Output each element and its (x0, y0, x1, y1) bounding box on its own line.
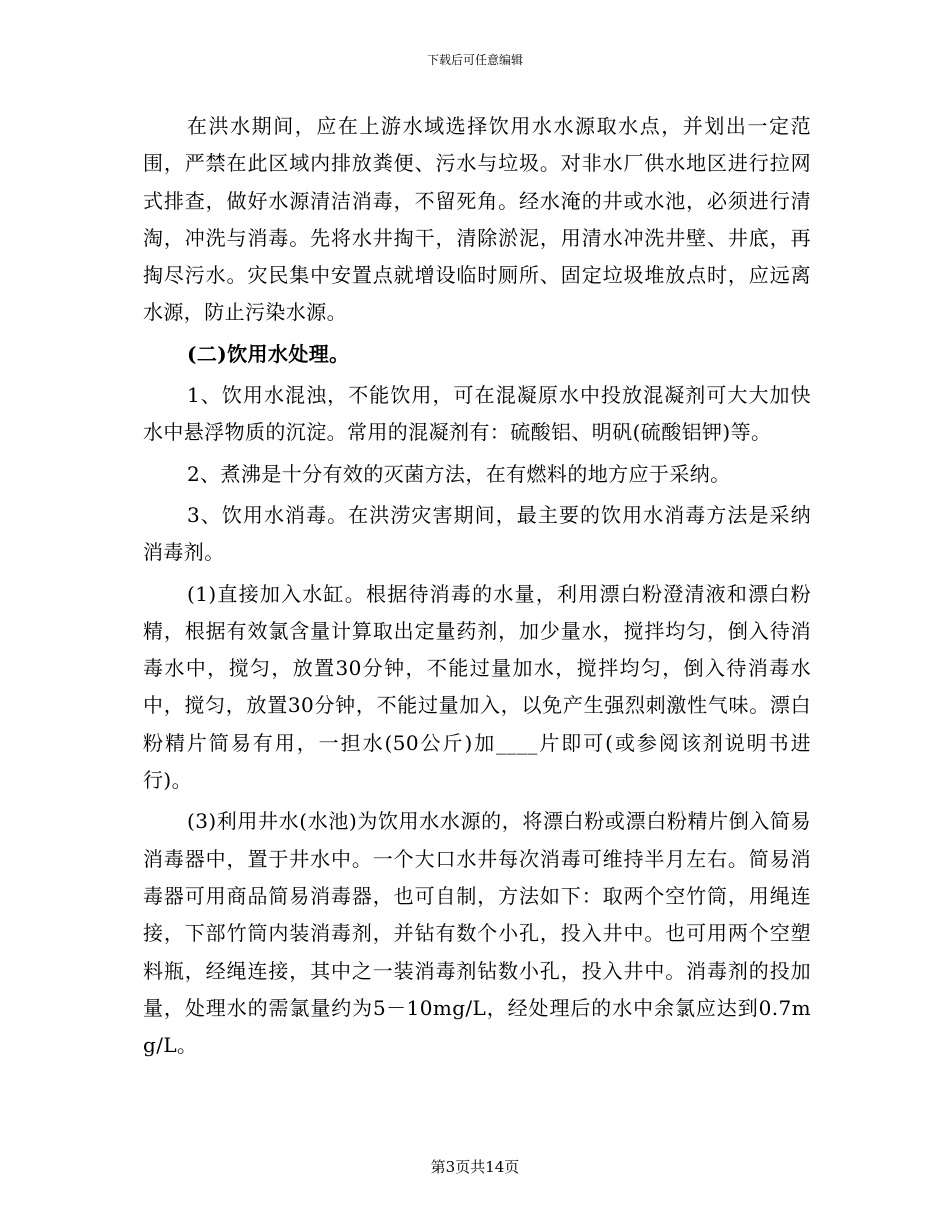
paragraph-well-disinfection: (3)利用井水(水池)为饮用水水源的，将漂白粉或漂白粉精片倒入简易消毒器中，置于井水中。一个大口水井每次消毒可维持半月左右。简易消毒器可用商品简易消毒器，也可自制，方法如下：取两个空竹筒，用绳连接，下部竹筒内装消毒剂，并钻有数个小孔，投入井中。也可用两个空塑料瓶，经绳连接，其中之一装消毒剂钻数小孔，投入井中。消毒剂的投加量，处理水的需氯量约为5－10mg/L，经处理后的水中余氯应达到0.7mg/L。 (143, 809, 811, 1058)
paragraph-water-vat-dosing: (1)直接加入水缸。根据待消毒的水量，利用漂白粉澄清液和漂白粉精，根据有效氯含量计算取出定量药剂，加少量水，搅拌均匀，倒入待消毒水中，搅匀，放置30分钟，不能过量加水，搅拌均匀，倒入待消毒水中，搅匀，放置30分钟，不能过量加入，以免产生强烈刺激性气味。漂白粉精片简易有用，一担水(50公斤)加____片即可(或参阅该剂说明书进行)。 (143, 581, 811, 793)
paragraph-coagulation: 1、饮用水混浊，不能饮用，可在混凝原水中投放混凝剂可大大加快水中悬浮物质的沉淀。常用的混凝剂有：硫酸铝、明矾(硫酸铝钾)等。 (143, 383, 811, 445)
page-number: 第3页共14页 (430, 1158, 520, 1176)
page-header-note: 下载后可任意编辑 (426, 53, 523, 67)
section-heading-drinking-water-treatment: (二)饮用水处理。 (187, 341, 350, 366)
document-body (143, 108, 811, 1068)
paragraph-disinfection: 3、饮用水消毒。在洪涝灾害期间，最主要的饮用水消毒方法是采纳消毒剂。 (143, 502, 811, 565)
paragraph-water-source-protection: 在洪水期间，应在上游水域选择饮用水水源取水点，并划出一定范围，严禁在此区域内排放粪便、污水与垃圾。对非水厂供水地区进行拉网式排查，做好水源清洁消毒，不留死角。经水淹的井或水池，必须进行清淘，冲洗与消毒。先将水井掏干，清除淤泥，用清水冲洗井壁、井底，再掏尽污水。灾民集中安置点就增设临时厕所、固定垃圾堆放点时，应远离水源，防止污染水源。 (143, 114, 811, 325)
paragraph-boiling: 2、煮沸是十分有效的灭菌方法，在有燃料的地方应于采纳。 (187, 461, 731, 486)
